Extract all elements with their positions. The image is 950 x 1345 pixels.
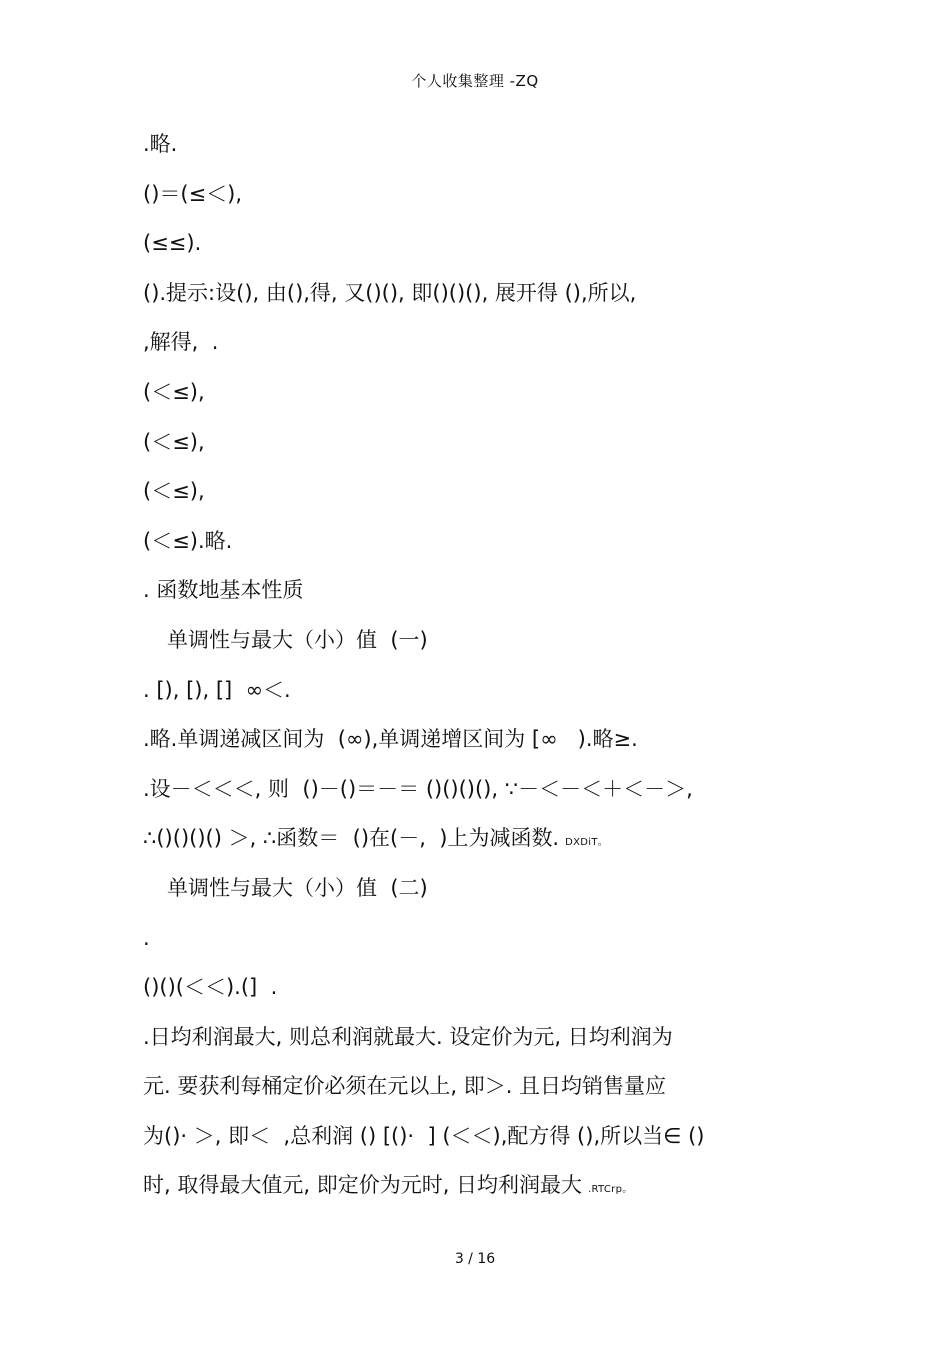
text-line-6: (＜≤),: [143, 379, 205, 404]
text-line-19: .日均利润最大, 则总利润就最大. 设定价为元, 日均利润为: [143, 1024, 673, 1049]
subsection-heading-2: 单调性与最大（小）值 (二): [167, 875, 428, 900]
text-line-22: [143, 1169, 843, 1219]
text-line-15: [143, 822, 843, 872]
text-line-9: (＜≤).略.: [143, 528, 233, 553]
watermark-note-1: DXDiT。: [565, 837, 609, 849]
text-line-7: (＜≤),: [143, 429, 205, 454]
text-line-14: .设－＜＜＜, 则 ()－()＝－＝ ()()()(), ∵－＜－＜＋＜－＞,: [143, 776, 693, 801]
text-line-3: (≤≤).: [143, 231, 202, 256]
subsection-heading-1: 单调性与最大（小）值 (一): [167, 627, 428, 652]
text-line-20: 元. 要获利每桶定价必须在元以上, 即＞. 且日均销售量应: [143, 1074, 667, 1099]
text-line-12: . [), [), [] ∞＜.: [143, 677, 291, 702]
text-line-21: 为()· ＞, 即＜ ,总利润 () [()· ] (＜＜),配方得 (),所以当∈ (): [143, 1123, 705, 1148]
text-line-1: .略.: [143, 132, 178, 156]
text-line-15-main: ∴()()()() ＞, ∴函数＝ ()在(－, )上为减函数.: [143, 826, 560, 851]
text-line-13: .略.单调递减区间为 (∞),单调递增区间为 [∞ ).略≥.: [143, 727, 638, 752]
text-line-2: ()＝(≤＜),: [143, 181, 243, 206]
document-body: [143, 128, 843, 1219]
watermark-note-2: .RTCrp。: [588, 1184, 633, 1196]
page-number: 3 / 16: [454, 1251, 496, 1267]
page-header: 个人收集整理 -ZQ: [411, 72, 539, 90]
text-line-4: ().提示:设(), 由(),得, 又()(), 即()()(), 展开得 (),所以,: [143, 280, 637, 305]
text-line-22-main: 时, 取得最大值元, 即定价为元时, 日均利润最大: [143, 1173, 583, 1198]
text-line-5: ,解得, .: [143, 330, 219, 355]
text-line-18: ()()(＜＜).(] .: [143, 975, 278, 1000]
text-line-8: (＜≤),: [143, 479, 205, 504]
section-heading: . 函数地基本性质: [143, 578, 304, 603]
text-line-17: .: [143, 925, 150, 950]
